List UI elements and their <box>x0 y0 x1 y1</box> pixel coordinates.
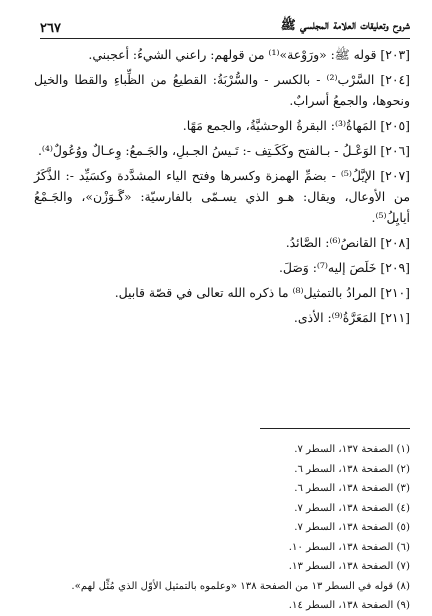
glossary-entry-204: [٢٠٤] السَّرْب⁽²⁾ - بالكسر - والسُّرْبَةُ: القطيعُ من الظِّباءِ والقطا والخيل ونحوها، والجمعُ أسرابٌ. <box>34 72 411 108</box>
glossary-entry-209: [٢٠٩] خَلَصَ إليه⁽⁷⁾: وَصَلَ. <box>278 260 410 275</box>
footnote-separator <box>260 428 410 429</box>
footnote-4: (٤) الصفحة ١٣٨، السطر ٧. <box>294 502 410 514</box>
footnote-2: (٢) الصفحة ١٣٨، السطر ٦. <box>294 463 410 475</box>
footnotes-list <box>30 440 410 616</box>
footnote-3: (٣) الصفحة ١٣٨، السطر ٦. <box>294 483 410 494</box>
glossary-entry-205: [٢٠٥] المَهاةُ⁽³⁾: البقرةُ الوحشيَّةُ، والجمع مَهًا. <box>182 118 410 133</box>
glossary-entry-208: [٢٠٨] القانصُ⁽⁶⁾: الصَّائدُ. <box>285 235 410 250</box>
page-number: ٢٦٧ <box>40 21 61 36</box>
running-header <box>40 14 410 39</box>
glossary-entry-203: [٢٠٣] قوله ﷺ: «ورَوْعة»⁽¹⁾ من قولهم: راعني الشيءُ: أعجبني. <box>88 47 410 62</box>
glossary-entry-206: [٢٠٦] الوَعْـلُ - بـالفتح وكَكَـتِف -: تَـيسُ الجـبلِ، والجَـمعُ: وِعـالٌ ووُعُولٌ⁽⁴⁾. <box>37 143 410 158</box>
footnote-5: (٥) الصفحة ١٣٨، السطر ٧. <box>294 522 410 533</box>
glossary-entry-207: [٢٠٧] الإيَّلُ⁽⁵⁾ - بضمِّ الهمزة وكسرها وفتح الياء المشدَّدة وكسَيِّد -: الذَّكَرُ من الأوعال، ويقال: هـو الذي يسـمّى بالفارسيّة: «گَـوَزْن»، والجَـمْعُ أيايِلُ⁽⁵⁾. <box>34 168 410 225</box>
footnote-6: (٦) الصفحة ١٣٨، السطر ١٠. <box>288 541 410 553</box>
glossary-entry-210: [٢١٠] المرادُ بالتمثيل⁽⁸⁾ ما ذكره الله تعالى في قصّة قابيل. <box>114 285 410 300</box>
footnote-9: (٩) الصفحة ١٣٨، السطر ١٤. <box>288 600 410 611</box>
footnote-1: (١) الصفحة ١٣٧، السطر ٧. <box>294 444 410 455</box>
footnote-8: (٨) قوله في السطر ١٣ من الصفحة ١٣٨ «وعلموه بالتمثيل الأوّل الذي مُثِّل لهم». <box>71 580 410 592</box>
footnote-7: (٧) الصفحة ١٣٨، السطر ١٣. <box>288 561 410 572</box>
glossary-entry-211: [٢١١] المَعَرَّةُ⁽⁹⁾: الأذى. <box>293 310 410 325</box>
glossary-entries <box>34 44 410 332</box>
running-title: شروح وتعليقات العلامة المجلسي ﷺ <box>280 17 410 32</box>
